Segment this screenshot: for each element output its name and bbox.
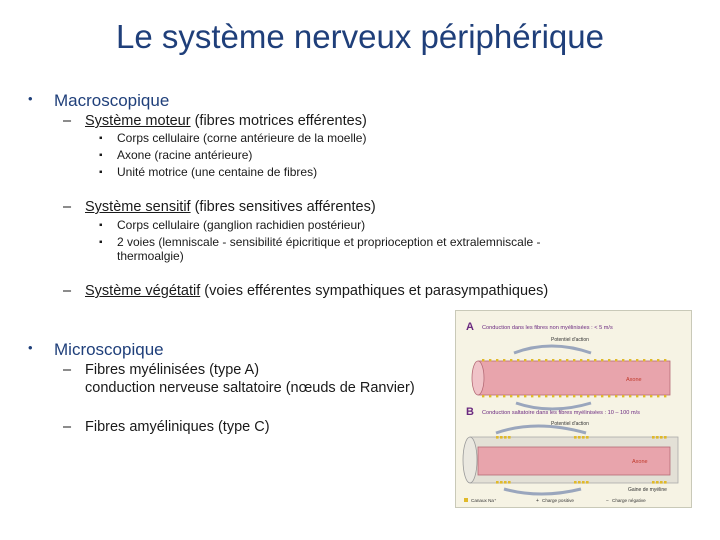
ranvier-node-dot xyxy=(664,436,667,439)
na-channel-dot xyxy=(587,359,589,361)
dash: – xyxy=(63,362,72,378)
ranvier-node-dot xyxy=(656,481,659,484)
na-channel-dot xyxy=(510,395,512,397)
sensitif-item-text: Corps cellulaire (ganglion rachidien postérieur) xyxy=(117,218,366,232)
ranvier-node-dot xyxy=(504,436,507,439)
na-channel-dot xyxy=(517,359,519,361)
arrow-a-top xyxy=(514,346,591,353)
ranvier-node-dot xyxy=(652,481,655,484)
arrow-b-bottom xyxy=(504,489,581,494)
ranvier-node-dot xyxy=(496,481,499,484)
bullet: • xyxy=(28,340,33,355)
moteur-item xyxy=(99,131,367,146)
ranvier-node-dot xyxy=(660,436,663,439)
sensitif-item xyxy=(99,218,366,233)
sub-bullet: ▪ xyxy=(99,237,103,248)
na-channel-dot xyxy=(580,359,582,361)
sub-bullet: ▪ xyxy=(99,150,103,161)
moteur-suffix: (fibres motrices efférentes) xyxy=(190,113,367,129)
ranvier-node-dot xyxy=(656,436,659,439)
arrow-a-bottom xyxy=(516,403,591,409)
ranvier-node-dot xyxy=(574,436,577,439)
ranvier-node-dot xyxy=(582,481,585,484)
na-channel-dot xyxy=(594,359,596,361)
na-channel-dot xyxy=(552,395,554,397)
moteur-name: Système moteur xyxy=(85,113,191,129)
na-channel-dot xyxy=(517,395,519,397)
sensitif-suffix: (fibres sensitives afférentes) xyxy=(190,199,376,215)
na-channel-dot xyxy=(538,395,540,397)
ranvier-node-dot xyxy=(578,481,581,484)
legend-minus-sign: − xyxy=(606,498,609,504)
moteur-line xyxy=(63,112,367,130)
myelin-line-2: conduction nerveuse saltatoire (nœuds de Ranvier) xyxy=(85,380,415,396)
moteur-item xyxy=(99,148,253,163)
ranvier-node-dot xyxy=(504,481,507,484)
gaine-label: Gaine de myéline xyxy=(628,487,667,493)
sensitif-item-text: 2 voies (lemniscale - sensibilité épicritique et proprioception et extralemniscale - xyxy=(117,235,541,249)
macro-heading xyxy=(28,91,170,111)
legend-neg: Charge négative xyxy=(612,498,646,503)
ranvier-node-dot xyxy=(508,436,511,439)
na-channel-dot xyxy=(629,395,631,397)
na-channel-dot xyxy=(545,359,547,361)
legend-plus-sign: + xyxy=(536,498,539,504)
ranvier-node-dot xyxy=(500,481,503,484)
na-channel-dot xyxy=(545,395,547,397)
na-channel-dot xyxy=(643,359,645,361)
panel-b-letter: B xyxy=(466,406,474,418)
na-channel-dot xyxy=(580,395,582,397)
sensitif-line xyxy=(63,198,376,216)
na-channel-dot xyxy=(636,395,638,397)
na-channel-dot xyxy=(629,359,631,361)
conduction-diagram xyxy=(456,311,693,509)
myelin-line xyxy=(63,361,260,379)
na-channel-dot xyxy=(573,359,575,361)
dash: – xyxy=(63,419,72,435)
ranvier-node-dot xyxy=(582,436,585,439)
na-channel-dot xyxy=(643,395,645,397)
panel-b-title: Conduction saltatoire dans les fibres myélinisées : 10 – 100 m/s xyxy=(482,410,640,416)
vegetatif-name: Système végétatif xyxy=(85,283,201,299)
axone-a-label: Axone xyxy=(626,377,642,383)
na-channel-dot xyxy=(622,395,624,397)
ranvier-node-dot xyxy=(586,436,589,439)
dash: – xyxy=(63,113,72,129)
dash: – xyxy=(63,199,72,215)
legend-na: Canaux Na⁺ xyxy=(471,498,497,503)
moteur-item-text: Axone (racine antérieure) xyxy=(117,148,253,162)
na-channel-dot xyxy=(664,359,666,361)
ranvier-node-dot xyxy=(660,481,663,484)
na-channel-dot xyxy=(664,395,666,397)
na-channel-dot xyxy=(496,359,498,361)
na-channel-dot xyxy=(496,395,498,397)
na-channel-dot xyxy=(503,359,505,361)
axone-b-label: Axone xyxy=(632,459,648,465)
na-channel-dot xyxy=(608,359,610,361)
na-channel-dot xyxy=(510,359,512,361)
ranvier-node-dot xyxy=(508,481,511,484)
na-channel-dot xyxy=(657,359,659,361)
na-channel-dot xyxy=(615,359,617,361)
amyelin-line xyxy=(63,418,270,436)
axon-a-end xyxy=(472,361,484,395)
sub-bullet: ▪ xyxy=(99,220,103,231)
ranvier-node-dot xyxy=(664,481,667,484)
legend-pos: Charge positive xyxy=(542,498,574,503)
na-channel-dot xyxy=(573,395,575,397)
dash: – xyxy=(63,283,72,299)
amyelin-text: Fibres amyéliniques (type C) xyxy=(85,419,270,435)
na-channel-dot xyxy=(601,359,603,361)
na-channel-dot xyxy=(482,395,484,397)
panel-a-title: Conduction dans les fibres non myélinisées : < 5 m/s xyxy=(482,325,613,331)
sensitif-item-continued: thermoalgie) xyxy=(117,249,184,263)
sub-bullet: ▪ xyxy=(99,133,103,144)
micro-heading xyxy=(28,340,164,360)
na-channel-dot xyxy=(531,395,533,397)
ranvier-node-dot xyxy=(586,481,589,484)
moteur-item-text: Unité motrice (une centaine de fibres) xyxy=(117,165,318,179)
sensitif-name: Système sensitif xyxy=(85,199,191,215)
na-channel-dot xyxy=(482,359,484,361)
micro-label: Microscopique xyxy=(54,340,164,359)
na-channel-dot xyxy=(650,395,652,397)
na-channel-dot xyxy=(524,395,526,397)
potentiel-a-label: Potentiel d'action xyxy=(551,337,589,343)
legend-na-swatch xyxy=(464,498,468,502)
na-channel-dot xyxy=(552,359,554,361)
na-channel-dot xyxy=(594,395,596,397)
moteur-item-text: Corps cellulaire (corne antérieure de la moelle) xyxy=(117,131,367,145)
ranvier-node-dot xyxy=(496,436,499,439)
na-channel-dot xyxy=(601,395,603,397)
conduction-figure xyxy=(455,310,692,508)
na-channel-dot xyxy=(566,359,568,361)
sensitif-item xyxy=(99,235,541,250)
ranvier-node-dot xyxy=(500,436,503,439)
vegetatif-line xyxy=(63,282,549,300)
na-channel-dot xyxy=(559,359,561,361)
na-channel-dot xyxy=(615,395,617,397)
na-channel-dot xyxy=(538,359,540,361)
ranvier-node-dot xyxy=(578,436,581,439)
na-channel-dot xyxy=(622,359,624,361)
ranvier-node-dot xyxy=(574,481,577,484)
na-channel-dot xyxy=(503,395,505,397)
na-channel-dot xyxy=(489,395,491,397)
na-channel-dot xyxy=(559,395,561,397)
na-channel-dot xyxy=(650,359,652,361)
na-channel-dot xyxy=(531,359,533,361)
na-channel-dot xyxy=(587,395,589,397)
na-channel-dot xyxy=(489,359,491,361)
arrow-b-top xyxy=(496,426,586,433)
potentiel-b-label: Potentiel d'action xyxy=(551,421,589,427)
na-channel-dot xyxy=(566,395,568,397)
sub-bullet: ▪ xyxy=(99,167,103,178)
macro-label: Macroscopique xyxy=(54,91,170,110)
axon-b-end xyxy=(463,437,477,483)
na-channel-dot xyxy=(608,395,610,397)
na-channel-dot xyxy=(657,395,659,397)
na-channel-dot xyxy=(636,359,638,361)
myelin-text: Fibres myélinisées (type A) xyxy=(85,362,260,378)
moteur-item xyxy=(99,165,318,180)
panel-a-letter: A xyxy=(466,321,474,333)
bullet: • xyxy=(28,91,33,106)
ranvier-node-dot xyxy=(652,436,655,439)
slide-title: Le système nerveux périphérique xyxy=(116,18,604,55)
na-channel-dot xyxy=(524,359,526,361)
vegetatif-suffix: (voies efférentes sympathiques et parasympathiques) xyxy=(200,283,549,299)
